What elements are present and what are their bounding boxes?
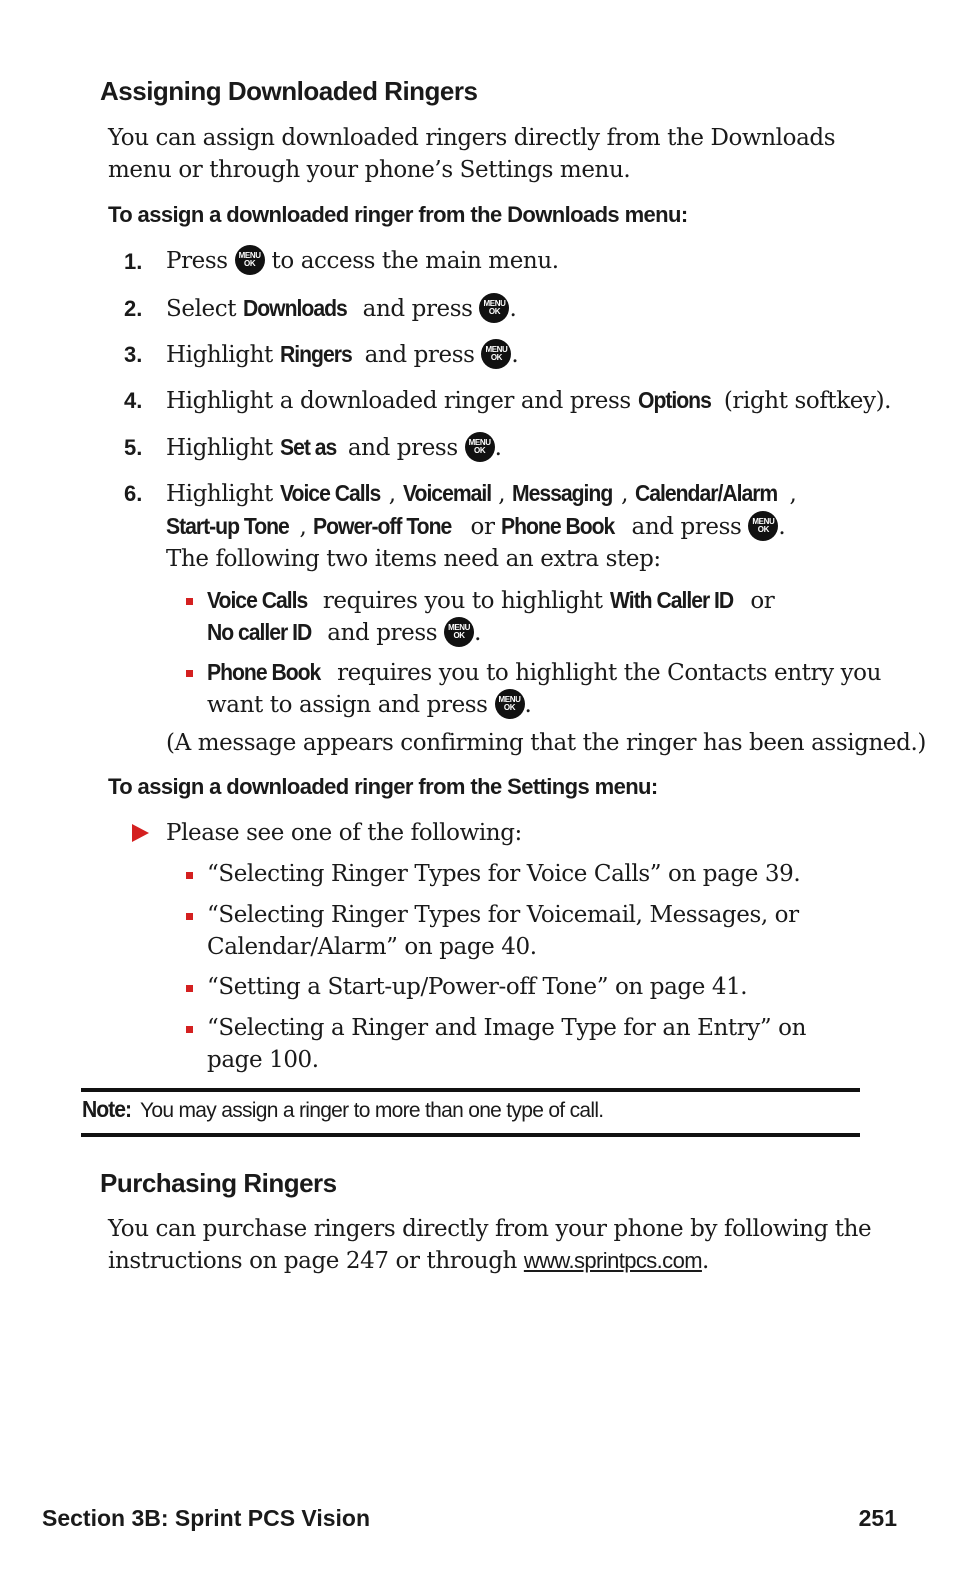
menu-ok-key-icon: MENU OK: [235, 245, 265, 275]
menu-ok-key-icon: MENU OK: [495, 689, 525, 719]
step-text: Press: [166, 248, 235, 274]
section-title-assigning: Assigning Downloaded Ringers: [100, 76, 478, 106]
step-4: Highlight a downloaded ringer and press Options (right softkey).: [166, 384, 891, 418]
note-text: You may assign a ringer to more than one type of call.: [135, 1099, 604, 1122]
arrow-right-icon: [132, 824, 149, 842]
step-6-extra: The following two items need an extra step:: [166, 546, 661, 572]
sub-bullet-phone-book-line2: want to assign and press MENU OK .: [207, 689, 531, 722]
note-label: Note:: [82, 1096, 132, 1122]
keyword-poweroff-tone: Power-off Tone: [313, 513, 452, 539]
ref-item: “Setting a Start-up/Power-off Tone” on page 41.: [207, 974, 748, 1000]
step-number: 4.: [124, 388, 143, 413]
menu-ok-key-icon: MENU OK: [479, 293, 509, 323]
menu-ok-key-icon: MENU OK: [444, 617, 474, 647]
bullet-icon: [186, 872, 193, 879]
paragraph-line: instructions on page 247 or through www.sprintpcs.com.: [108, 1248, 709, 1274]
purchasing-paragraph: [108, 1213, 871, 1277]
ref-item: “Selecting Ringer Types for Voicemail, Messages, or: [207, 902, 799, 928]
bullet-icon: [186, 598, 193, 605]
sprintpcs-link[interactable]: www.sprintpcs.com: [523, 1248, 702, 1273]
bullet-icon: [186, 1026, 193, 1033]
note: [82, 1096, 603, 1123]
intro-line: menu or through your phone’s Settings menu.: [108, 157, 631, 183]
step-3: Highlight Ringers and press MENU OK .: [166, 338, 518, 372]
section-title-purchasing: Purchasing Ringers: [100, 1168, 337, 1198]
step-number: 1.: [124, 249, 143, 274]
bullet-icon: [186, 913, 193, 920]
step-5: Highlight Set as and press MENU OK .: [166, 431, 502, 465]
keyword-voicemail: Voicemail: [402, 480, 491, 506]
sub-bullet-voice-calls-line1: Voice Calls requires you to highlight With Caller ID or: [207, 587, 775, 614]
keyword-downloads: Downloads: [242, 295, 347, 321]
bullet-icon: [186, 985, 193, 992]
subhead-downloads: To assign a downloaded ringer from the Downloads menu:: [108, 202, 688, 227]
note-bottom-rule: [81, 1133, 860, 1137]
keyword-ringers: Ringers: [279, 341, 352, 367]
step-number: 6.: [124, 481, 143, 506]
page-number: 251: [858, 1505, 897, 1531]
menu-ok-key-icon: MENU OK: [748, 511, 778, 541]
step-number: 3.: [124, 342, 143, 367]
paragraph-line: You can purchase ringers directly from your phone by following the: [108, 1216, 872, 1242]
menu-ok-key-icon: MENU OK: [481, 339, 511, 369]
step-2: Select Downloads and press MENU OK .: [166, 292, 516, 326]
bullet-icon: [186, 670, 193, 677]
note-top-rule: [81, 1088, 860, 1092]
settings-intro: Please see one of the following:: [166, 820, 522, 846]
keyword-calendar-alarm: Calendar/Alarm: [634, 480, 778, 506]
ref-item: “Selecting a Ringer and Image Type for an Entry” on: [207, 1015, 807, 1041]
step-number: 2.: [124, 296, 143, 321]
intro-line: You can assign downloaded ringers directly from the Downloads: [108, 125, 836, 151]
keyword-phone-book: Phone Book: [501, 513, 615, 539]
sub-bullet-voice-calls-line2: No caller ID and press MENU OK .: [207, 619, 481, 646]
keyword-voice-calls: Voice Calls: [279, 480, 380, 506]
confirm-note: (A message appears confirming that the ringer has been assigned.): [166, 730, 926, 756]
menu-ok-key-icon: MENU OK: [465, 432, 495, 462]
keyword-startup-tone: Start-up Tone: [166, 513, 289, 539]
ref-item: “Selecting Ringer Types for Voice Calls” on page 39.: [207, 861, 801, 887]
footer-section-label: Section 3B: Sprint PCS Vision: [42, 1505, 371, 1531]
sub-bullet-phone-book-line1: Phone Book requires you to highlight the Contacts entry you: [207, 659, 882, 686]
keyword-messaging: Messaging: [512, 480, 613, 506]
step-text: to access the main menu.: [264, 248, 559, 274]
subhead-settings: To assign a downloaded ringer from the Settings menu:: [108, 774, 658, 799]
step-6-line1: Highlight Voice Calls , Voicemail , Messaging , Calendar/Alarm ,: [166, 477, 796, 511]
step-1: [166, 245, 559, 278]
keyword-options: Options: [637, 387, 711, 413]
intro-paragraph: [108, 122, 835, 186]
step-6-line2: Start-up Tone , Power-off Tone or Phone Book and press MENU OK .: [166, 510, 785, 544]
ref-item-cont: page 100.: [207, 1047, 319, 1073]
step-number: 5.: [124, 435, 143, 460]
ref-item-cont: Calendar/Alarm” on page 40.: [207, 934, 537, 960]
keyword-set-as: Set as: [279, 434, 337, 460]
